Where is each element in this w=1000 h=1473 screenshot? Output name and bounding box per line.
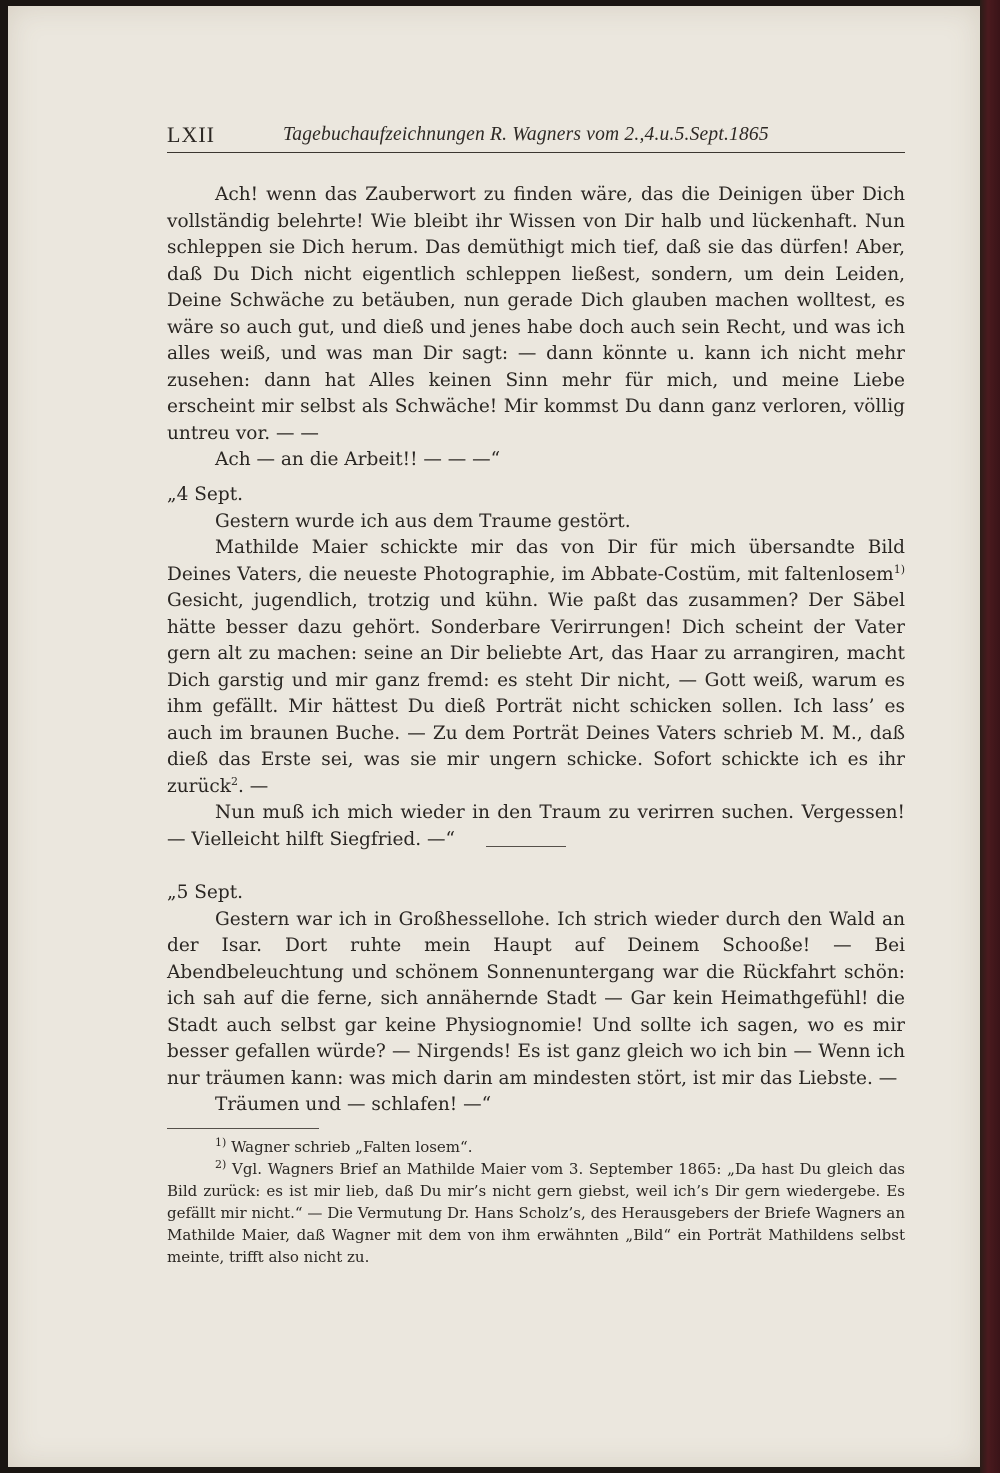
entry-4-paragraph-1 <box>167 535 905 800</box>
entry-2-sept <box>167 182 905 474</box>
entry-2-closing: Ach — an die Arbeit!! — — —“ <box>215 449 501 470</box>
footnote-1-marker: 1) <box>215 1136 227 1149</box>
entry-5-closing: Träumen und — schlafen! —“ <box>215 1094 492 1115</box>
entry-4-sept <box>167 482 905 853</box>
footnote-2-text: Vgl. Wagners Brief an Mathilde Maier vom 3. September 1865: „Da hast Du gleich das Bild zurück: es ist mir lieb, daß Du mir’s nicht gern giebst, weil ich’s Dir gern wiedergebe. Es gefällt mir nicht.“ — Die Vermutung Dr. Hans Scholz’s, des Herausgebers der Briefe Wagners an Mathilde Maier, daß Wagner mit dem von ihm erwähnten „Bild“ ein Porträt Mathildens selbst meinte, trifft also nicht zu. <box>167 1160 905 1266</box>
page-header <box>167 118 905 153</box>
entry-2-paragraph: Ach! wenn das Zauberwort zu finden wäre, das die Deinigen über Dich vollständig belehrte! Wie bleibt ihr Wissen von Dir halb und lückenhaft. Nun schleppen sie Dich herum. Das demüthigt mich tief, daß sie das dürfen! Aber, daß Du Dich nicht eigentlich schleppen ließest, sondern, um dein Leiden, Deine Schwäche zu betäuben, nun gerade Dich glauben machen wolltest, es wäre so auch gut, und dieß und jenes habe doch auch sein Recht, und was ich alles weiß, und was man Dir sagt: — dann könnte u. kann ich nicht mehr zusehen: dann hat Alles keinen Sinn mehr für mich, und meine Liebe erscheint mir selbst als Schwäche! Mir kommst Du dann ganz verloren, völlig untreu vor. — — <box>167 184 905 444</box>
entry-4-date: „4 Sept. <box>167 484 244 505</box>
entry-5-paragraph: Gestern war ich in Großhessellohe. Ich strich wieder durch den Wald an der Isar. Dort ruhte mein Haupt auf Deinem Schooße! — Bei Abendbeleuchtung und schönem Sonnenuntergang war die Rückfahrt schön: ich sah auf die ferne, sich annähernde Stadt — Gar kein Heimathgefühl! die Stadt auch selbst gar keine Physiognomie! Und sollte ich sagen, wo es mir besser gefallen würde? — Nirgends! Es ist ganz gleich wo ich bin — Wenn ich nur träumen kann: was mich darin am mindesten stört, ist mir das Liebste. — <box>167 908 905 1089</box>
footnote-ref-1: 1) <box>893 562 905 576</box>
entry-4-text-c: . — <box>238 775 269 797</box>
page-number: LXII <box>167 122 215 147</box>
footnote-2-marker: 2) <box>215 1158 227 1171</box>
footnote-1-text: Wagner schrieb „Falten losem“. <box>226 1138 473 1156</box>
footnote-2 <box>167 1158 905 1268</box>
footnote-ref-2: 2 <box>231 774 238 788</box>
entry-5-date: „5 Sept. <box>167 882 244 903</box>
entry-4-text-a: Mathilde Maier schickte mir das von Dir für mich übersandte Bild Deines Vaters, die neueste Photographie, im Abbate-Costüm, mit faltenlosem <box>167 537 905 585</box>
footnotes <box>167 1136 905 1268</box>
footnote-1 <box>167 1136 905 1158</box>
entry-4-line-1: Gestern wurde ich aus dem Traume gestört. <box>215 510 631 532</box>
entry-5-sept <box>167 880 905 1119</box>
running-title: Tagebuchaufzeichnungen R. Wagners vom 2.,4.u.5.Sept.1865 <box>283 124 769 145</box>
entry-4-paragraph-2: Nun muß ich mich wieder in den Traum zu verirren suchen. Vergessen! — Vielleicht hilft Siegfried. —“ <box>167 802 905 850</box>
section-divider <box>486 846 566 847</box>
book-binding-edge <box>980 0 1000 1473</box>
entry-4-text-b: Gesicht, jugendlich, trotzig und kühn. Wie paßt das zusammen? Der Säbel hätte besser dazu gehört. Sonderbare Verirrungen! Dich scheint der Vater gern alt zu machen: seine an Dir beliebte Art, das Haar zu arrangiren, macht Dich garstig und mir ganz fremd: es steht Dir nicht, — Gott weiß, warum es ihm gefällt. Mir hättest Du dieß Porträt nicht schicken sollen. Ich lass’ es auch im braunen Buche. — Zu dem Porträt Deines Vaters schrieb M. M., daß dieß das Erste sei, was sie mir ungern schicke. Sofort schickte ich es ihr zurück <box>167 590 905 797</box>
footnote-divider <box>167 1128 319 1129</box>
